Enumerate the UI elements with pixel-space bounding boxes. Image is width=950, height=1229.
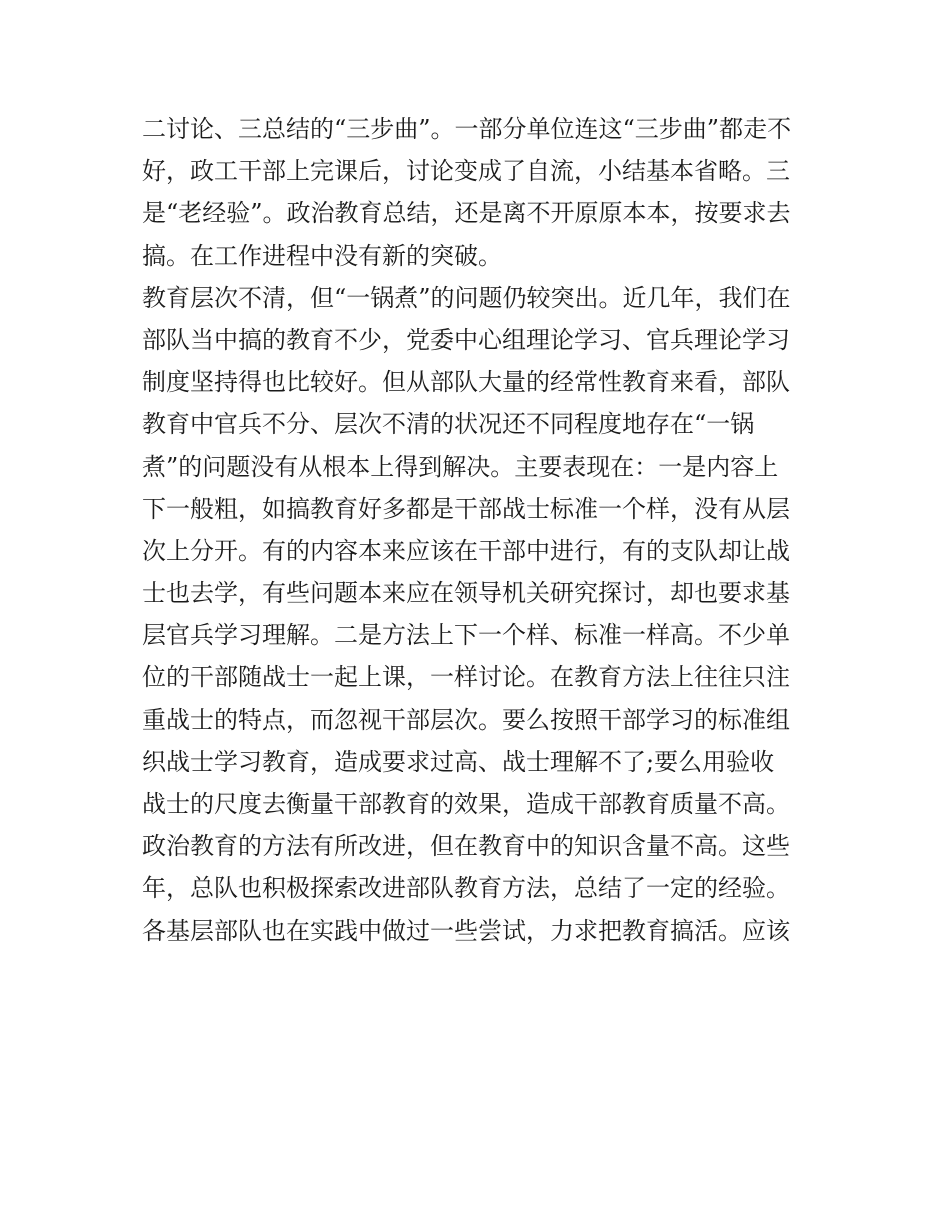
text-line: 制度坚持得也比较好。但从部队大量的经常性教育来看，部队 bbox=[142, 368, 790, 397]
text-line: 煮”的问题没有从根本上得到解决。主要表现在：一是内容上 bbox=[142, 452, 779, 481]
text-line: 士也去学，有些问题本来应在领导机关研究探讨，却也要求基 bbox=[142, 579, 790, 608]
text-line: 次上分开。有的内容本来应该在干部中进行，有的支队却让战 bbox=[142, 536, 790, 565]
text-line: 各基层部队也在实践中做过一些尝试，力求把教育搞活。应该 bbox=[142, 916, 790, 945]
text-line: 二讨论、三总结的“三步曲”。一部分单位连这“三步曲”都走不 bbox=[142, 115, 792, 143]
text-line: 政治教育的方法有所改进，但在教育中的知识含量不高。这些 bbox=[142, 832, 790, 861]
text-line: 战士的尺度去衡量干部教育的效果，造成干部教育质量不高。 bbox=[142, 790, 790, 818]
body-text bbox=[142, 108, 832, 952]
text-line: 教育中官兵不分、层次不清的状况还不同程度地存在“一锅 bbox=[142, 410, 755, 439]
text-line: 是“老经验”。政治教育总结，还是离不开原原本本，按要求去 bbox=[142, 199, 791, 228]
text-line: 年，总队也积极探索改进部队教育方法，总结了一定的经验。 bbox=[142, 874, 790, 903]
text-line: 教育层次不清，但“一锅煮”的问题仍较突出。近几年，我们在 bbox=[142, 283, 791, 312]
text-line: 搞。在工作进程中没有新的突破。 bbox=[142, 241, 502, 270]
text-line: 层官兵学习理解。二是方法上下一个样、标准一样高。不少单 bbox=[142, 621, 790, 650]
text-line: 位的干部随战士一起上课，一样讨论。在教育方法上往往只注 bbox=[142, 663, 790, 692]
text-line: 部队当中搞的教育不少，党委中心组理论学习、官兵理论学习 bbox=[142, 325, 790, 354]
text-line: 织战士学习教育，造成要求过高、战士理解不了;要么用验收 bbox=[142, 747, 775, 776]
text-line: 下一般粗，如搞教育好多都是干部战士标准一个样，没有从层 bbox=[142, 494, 790, 523]
text-line: 好，政工干部上完课后，讨论变成了自流，小结基本省略。三 bbox=[142, 157, 790, 186]
text-line: 重战士的特点，而忽视干部层次。要么按照干部学习的标准组 bbox=[142, 705, 790, 734]
